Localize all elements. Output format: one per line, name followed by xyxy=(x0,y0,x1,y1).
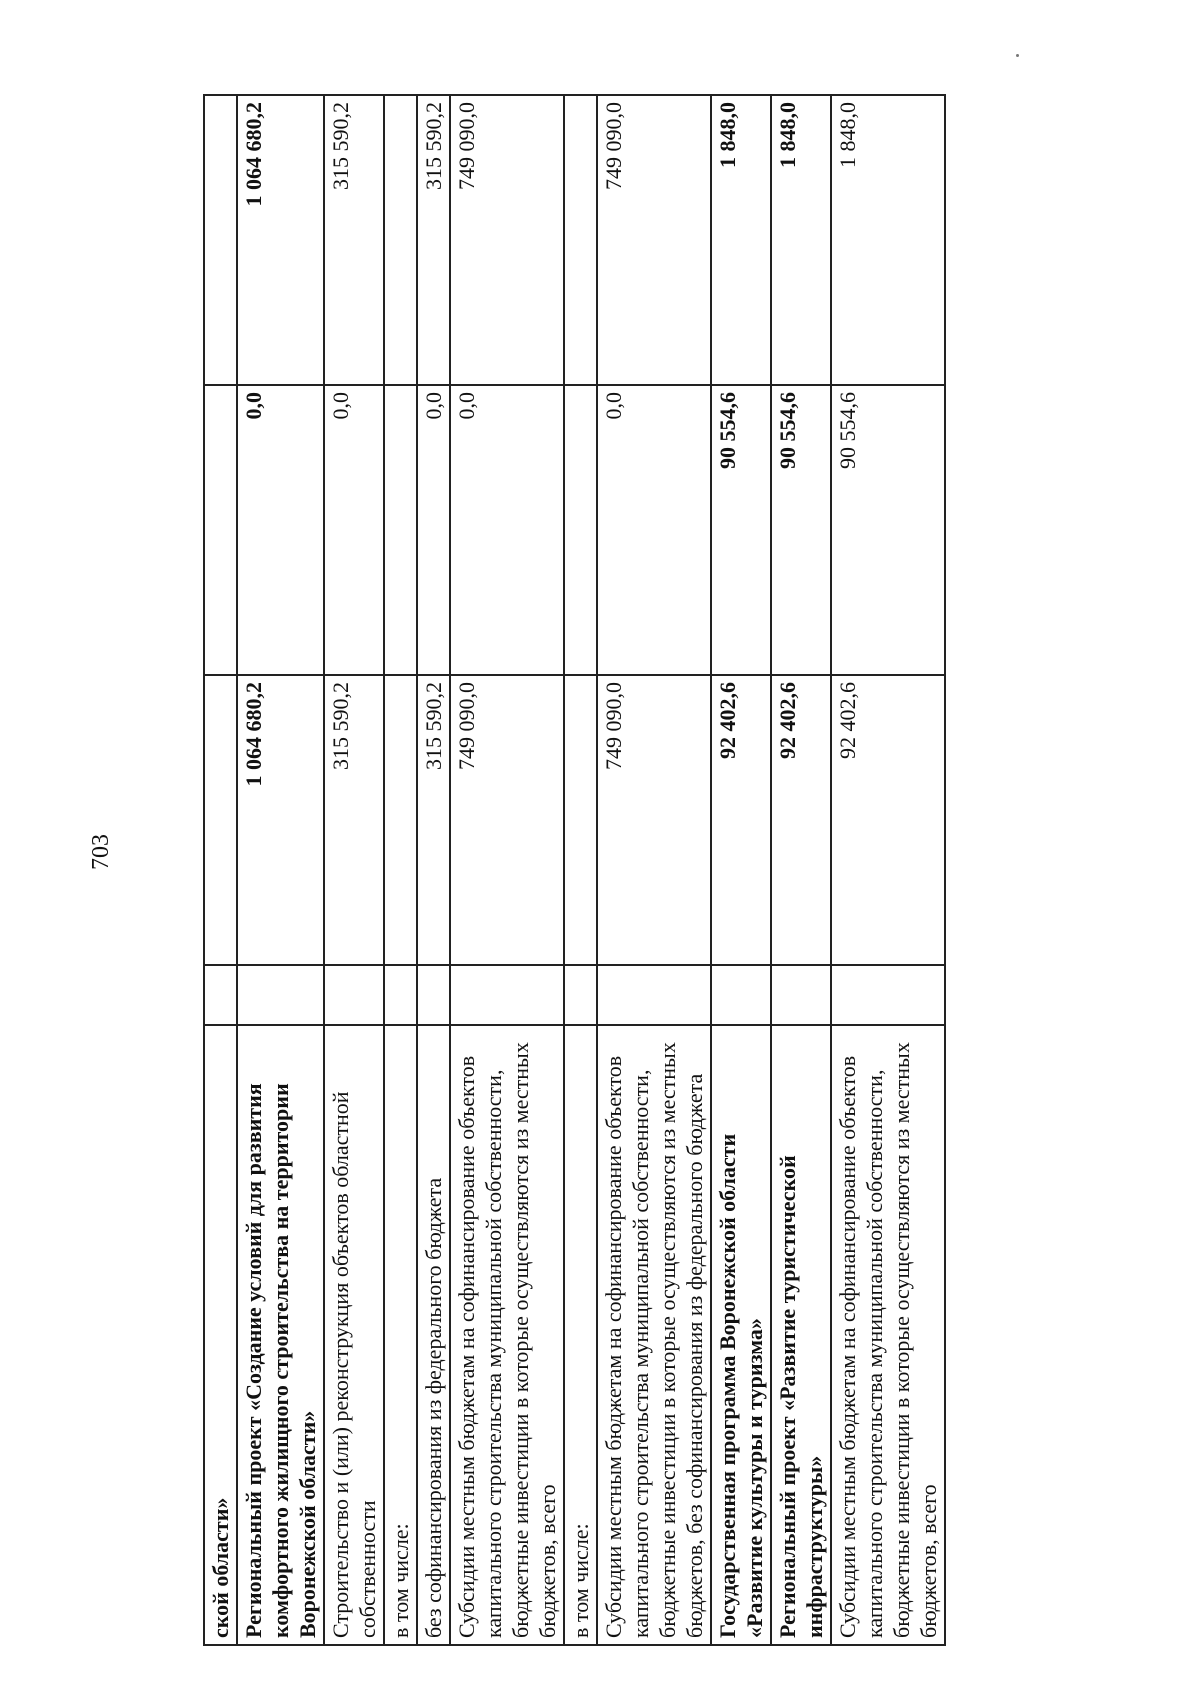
row-regional-cell: 1 064 680,2 xyxy=(237,95,324,385)
row-gap-cell xyxy=(204,965,237,1025)
row-regional-cell: 749 090,0 xyxy=(450,95,564,385)
budget-table xyxy=(203,94,946,1646)
table-row xyxy=(204,95,237,1645)
row-name-cell: в том числе: xyxy=(564,1025,597,1645)
row-name-cell: Субсидии местным бюджетам на софинансирование объектов капитального строительства муниципальной собственности, бюджетные инвестиции в которые осуществляются из местных бюджетов, всего xyxy=(450,1025,564,1645)
row-federal-cell: 0,0 xyxy=(417,385,450,675)
row-gap-cell xyxy=(450,965,564,1025)
budget-table-wrapper xyxy=(203,96,1093,1646)
row-name-cell: Региональный проект «Создание условий для развития комфортного жилищного строительства на территории Воронежской области» xyxy=(237,1025,324,1645)
row-gap-cell xyxy=(324,965,384,1025)
row-gap-cell xyxy=(417,965,450,1025)
row-federal-cell xyxy=(384,385,417,675)
row-gap-cell xyxy=(771,965,831,1025)
row-federal-cell xyxy=(564,385,597,675)
row-total-cell: 749 090,0 xyxy=(597,675,711,965)
row-name-cell: Строительство и (или) реконструкция объектов областной собственности xyxy=(324,1025,384,1645)
row-regional-cell: 315 590,2 xyxy=(324,95,384,385)
page-number: 703 xyxy=(88,834,114,870)
row-gap-cell xyxy=(384,965,417,1025)
row-gap-cell xyxy=(564,965,597,1025)
row-federal-cell: 0,0 xyxy=(597,385,711,675)
row-name-cell: Государственная программа Воронежской области «Развитие культуры и туризма» xyxy=(711,1025,771,1645)
row-total-cell: 1 064 680,2 xyxy=(237,675,324,965)
row-federal-cell: 90 554,6 xyxy=(831,385,945,675)
row-regional-cell: 749 090,0 xyxy=(597,95,711,385)
row-regional-cell xyxy=(384,95,417,385)
row-total-cell: 92 402,6 xyxy=(771,675,831,965)
row-total-cell: 315 590,2 xyxy=(417,675,450,965)
budget-table-body xyxy=(204,95,945,1645)
row-total-cell xyxy=(384,675,417,965)
scan-speck xyxy=(1016,54,1019,57)
row-total-cell: 92 402,6 xyxy=(831,675,945,965)
row-federal-cell: 0,0 xyxy=(237,385,324,675)
row-gap-cell xyxy=(597,965,711,1025)
row-federal-cell: 90 554,6 xyxy=(711,385,771,675)
table-row xyxy=(831,95,945,1645)
table-row xyxy=(384,95,417,1645)
row-name-cell: Субсидии местным бюджетам на софинансирование объектов капитального строительства муниципальной собственности, бюджетные инвестиции в которые осуществляются из местных бюджетов, всего xyxy=(831,1025,945,1645)
table-row xyxy=(711,95,771,1645)
row-federal-cell: 0,0 xyxy=(450,385,564,675)
row-regional-cell xyxy=(204,95,237,385)
row-total-cell: 315 590,2 xyxy=(324,675,384,965)
row-regional-cell: 315 590,2 xyxy=(417,95,450,385)
row-regional-cell xyxy=(564,95,597,385)
table-row xyxy=(597,95,711,1645)
row-federal-cell: 90 554,6 xyxy=(771,385,831,675)
table-row xyxy=(564,95,597,1645)
row-total-cell: 92 402,6 xyxy=(711,675,771,965)
row-total-cell: 749 090,0 xyxy=(450,675,564,965)
row-name-cell: ской области» xyxy=(204,1025,237,1645)
row-regional-cell: 1 848,0 xyxy=(831,95,945,385)
row-federal-cell xyxy=(204,385,237,675)
table-row xyxy=(237,95,324,1645)
row-name-cell: Региональный проект «Развитие туристической инфраструктуры» xyxy=(771,1025,831,1645)
row-gap-cell xyxy=(237,965,324,1025)
row-name-cell: в том числе: xyxy=(384,1025,417,1645)
row-gap-cell xyxy=(711,965,771,1025)
row-federal-cell: 0,0 xyxy=(324,385,384,675)
row-gap-cell xyxy=(831,965,945,1025)
row-regional-cell: 1 848,0 xyxy=(711,95,771,385)
row-total-cell xyxy=(204,675,237,965)
row-name-cell: Субсидии местным бюджетам на софинансирование объектов капитального строительства муниципальной собственности, бюджетные инвестиции в которые осуществляются из местных бюджетов, без софинансирования из федерального бюджета xyxy=(597,1025,711,1645)
table-row xyxy=(324,95,384,1645)
row-regional-cell: 1 848,0 xyxy=(771,95,831,385)
table-row xyxy=(771,95,831,1645)
table-row xyxy=(417,95,450,1645)
row-name-cell: без софинансирования из федерального бюджета xyxy=(417,1025,450,1645)
table-row xyxy=(450,95,564,1645)
row-total-cell xyxy=(564,675,597,965)
